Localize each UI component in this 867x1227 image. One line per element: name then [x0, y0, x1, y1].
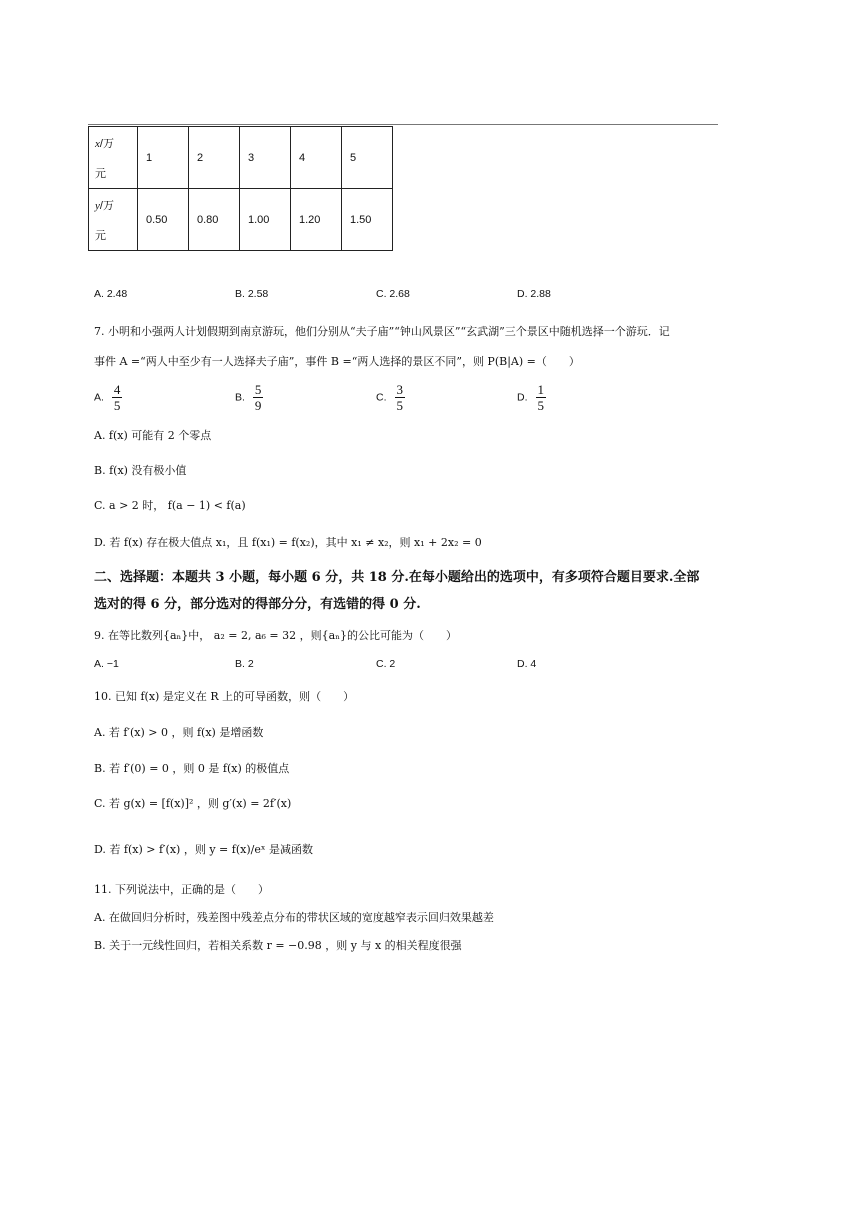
q9-option-b: B. 2	[235, 658, 254, 670]
q7-option-d: D. $\frac{1}{5}$	[517, 382, 544, 413]
q6-option-d: D. 2.88	[517, 288, 551, 300]
q8-option-c: C. a > 2 时， f(a − 1) < f(a)	[94, 499, 246, 512]
q7-stem-line1: 7. 小明和小强两人计划假期到南京游玩，他们分别从“夫子庙”“钟山风景区”“玄武湖”三个景区中随机选择一个游玩．记	[94, 325, 670, 338]
table-cell: 5	[342, 127, 393, 189]
table-header-x: x/万 元	[89, 127, 138, 189]
table-cell: 4	[291, 127, 342, 189]
q9-stem: 9. 在等比数列{aₙ}中， a₂ = 2, a₆ = 32 ，则{aₙ}的公比可能为（ ）	[94, 629, 457, 642]
q8-option-a: A. f(x) 可能有 2 个零点	[94, 429, 212, 442]
table-cell: 0.80	[189, 189, 240, 251]
q11-stem: 11. 下列说法中，正确的是（ ）	[94, 883, 269, 896]
section-heading-line2: 选对的得 6 分，部分选对的得部分分，有选错的得 0 分.	[94, 597, 421, 612]
q7-option-c: C. $\frac{3}{5}$	[376, 382, 403, 413]
q8-option-b: B. f(x) 没有极小值	[94, 464, 187, 477]
table-cell: 1.50	[342, 189, 393, 251]
q6-option-a: A. 2.48	[94, 288, 128, 300]
q9-option-a: A. −1	[94, 658, 119, 670]
q10-option-a: A. 若 f′(x) > 0 ，则 f(x) 是增函数	[94, 726, 264, 739]
table-header-y: y/万 元	[89, 189, 138, 251]
q10-stem: 10. 已知 f(x) 是定义在 R 上的可导函数，则（ ）	[94, 690, 355, 703]
table-cell: 2	[189, 127, 240, 189]
q10-option-d: D. 若 f(x) > f′(x) ，则 y = f(x)/eˣ 是减函数	[94, 843, 313, 856]
q10-option-b: B. 若 f′(0) = 0 ，则 0 是 f(x) 的极值点	[94, 762, 290, 775]
data-table	[88, 126, 393, 251]
q11-option-a: A. 在做回归分析时，残差图中残差点分布的带状区域的宽度越窄表示回归效果越差	[94, 911, 494, 924]
table-cell: 1	[138, 127, 189, 189]
q8-option-d: D. 若 f(x) 存在极大值点 x₁，且 f(x₁) = f(x₂)，其中 x₁ ≠ x₂，则 x₁ + 2x₂ = 0	[94, 536, 482, 549]
top-rule	[88, 124, 718, 125]
table-row	[89, 189, 393, 251]
q11-option-b: B. 关于一元线性回归，若相关系数 r = −0.98 ，则 y 与 x 的相关程度很强	[94, 939, 462, 952]
q10-option-c: C. 若 g(x) = [f(x)]² ，则 g′(x) = 2f′(x)	[94, 797, 292, 810]
table-cell: 3	[240, 127, 291, 189]
q7-option-a: A. $\frac{4}{5}$	[94, 382, 121, 413]
table-cell: 1.20	[291, 189, 342, 251]
q6-option-c: C. 2.68	[376, 288, 410, 300]
table-row	[89, 127, 393, 189]
q9-option-c: C. 2	[376, 658, 396, 670]
table-cell: 1.00	[240, 189, 291, 251]
q9-option-d: D. 4	[517, 658, 537, 670]
q6-option-b: B. 2.58	[235, 288, 269, 300]
table-cell: 0.50	[138, 189, 189, 251]
q7-stem-line2: 事件 A =“两人中至少有一人选择夫子庙”，事件 B =“两人选择的景区不同”，则 P(B|A) =（ ）	[94, 355, 580, 368]
q7-option-b: B. $\frac{5}{9}$	[235, 382, 262, 413]
section-heading-line1: 二、选择题：本题共 3 小题，每小题 6 分，共 18 分.在每小题给出的选项中，有多项符合题目要求.全部	[94, 570, 700, 585]
